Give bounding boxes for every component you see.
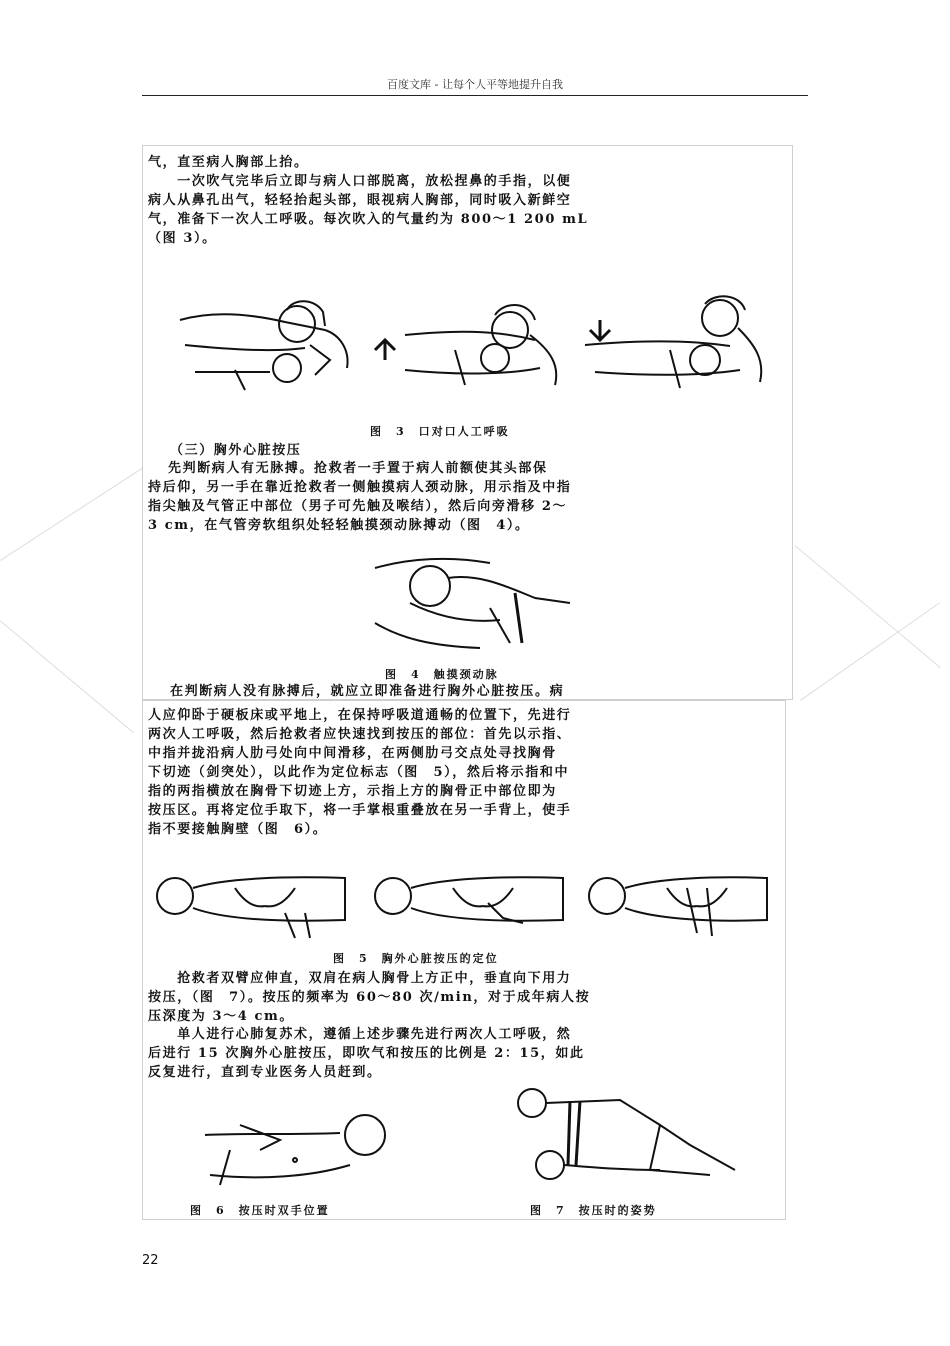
figure-7-caption: 图 7 按压时的姿势 [530, 1204, 657, 1217]
decorative-line-left [0, 457, 160, 561]
decorative-line-right [794, 545, 940, 668]
section3-line-3: 两次人工呼吸，然后抢救者应快速找到按压的部位：首先以示指、 [148, 727, 572, 742]
section4-line-3: 压深度为 3～4 cm。 [148, 1009, 295, 1024]
section1-line-5: （图 3）。 [148, 231, 217, 246]
section1-line-1: 气，直至病人胸部上抬。 [148, 155, 309, 170]
fig5-panel-2 [375, 877, 563, 923]
section1-line-3: 病人从鼻孔出气，轻轻抬起头部，眼视病人胸部，同时吸入新鲜空 [148, 193, 572, 208]
figure-4-caption: 图 4 触摸颈动脉 [385, 668, 499, 681]
section3-line-4: 中指并拢沿病人肋弓处向中间滑移，在两侧肋弓交点处寻找胸骨 [148, 746, 557, 761]
section3-line-2: 人应仰卧于硬板床或平地上，在保持呼吸道通畅的位置下，先进行 [148, 708, 572, 723]
page-header: 百度文库 - 让每个人平等地提升自我 [387, 78, 563, 91]
fig5-panel-1 [157, 877, 345, 938]
section4-line-2: 按压，（图 7）。按压的频率为 60～80 次/min，对于成年病人按 [148, 990, 591, 1005]
fig3-panel-3 [585, 296, 761, 388]
section3-line-5: 下切迹（剑突处），以此作为定位标志（图 5），然后将示指和中 [148, 765, 570, 780]
figure-3-illustration [175, 290, 770, 395]
decorative-line-left-lower [0, 620, 134, 733]
fig5-panel-3 [589, 877, 767, 936]
section1-line-4: 气，准备下一次人工呼吸。每次吹入的气量约为 800～1 200 mL [148, 212, 589, 227]
section4-line-4: 单人进行心肺复苏术，遵循上述步骤先进行两次人工呼吸，然 [148, 1027, 572, 1042]
section4-line-6: 反复进行，直到专业医务人员赶到。 [148, 1065, 382, 1080]
section1-line-2: 一次吹气完毕后立即与病人口部脱离，放松捏鼻的手指，以便 [148, 174, 572, 189]
header-rule [142, 95, 808, 96]
section2-line-4: 3 cm，在气管旁软组织处轻轻触摸颈动脉搏动（图 4）。 [148, 518, 530, 533]
section2-line-3: 指尖触及气管正中部位（男子可先触及喉结），然后向旁滑移 2～ [148, 499, 568, 514]
page-number: 22 [142, 1253, 159, 1268]
figure-4-illustration [370, 548, 575, 653]
section3-line-8: 指不要接触胸壁（图 6）。 [148, 822, 328, 837]
section3-line-1: 在判断病人没有脉搏后，就应立即准备进行胸外心脏按压。病 [170, 684, 565, 699]
figure-5-illustration [145, 858, 780, 943]
section4-line-5: 后进行 15 次胸外心脏按压，即吹气和按压的比例是 2：15，如此 [148, 1046, 585, 1061]
section3-line-6: 指的两指横放在胸骨下切迹上方，示指上方的胸骨正中部位即为 [148, 784, 557, 799]
fig3-panel-1 [180, 301, 348, 390]
section2-line-2: 持后仰，另一手在靠近抢救者一侧触摸病人颈动脉，用示指及中指 [148, 480, 572, 495]
section2-line-1: 先判断病人有无脉搏。抢救者一手置于病人前额使其头部保 [168, 461, 548, 476]
figure-5-caption: 图 5 胸外心脏按压的定位 [333, 952, 499, 965]
section4-line-1: 抢救者双臂应伸直，双肩在病人胸骨上方正中，垂直向下用力 [148, 971, 572, 986]
section2-heading: （三）胸外心脏按压 [170, 443, 302, 458]
figure-7-illustration [510, 1085, 745, 1185]
decorative-line-right-lower [800, 602, 940, 700]
figure-6-illustration [200, 1105, 410, 1190]
section3-line-7: 按压区。再将定位手取下，将一手掌根重叠放在另一手背上，使手 [148, 803, 572, 818]
figure-6-caption: 图 6 按压时双手位置 [190, 1204, 330, 1217]
figure-3-caption: 图 3 口对口人工呼吸 [370, 425, 510, 438]
fig3-panel-2 [375, 305, 556, 385]
